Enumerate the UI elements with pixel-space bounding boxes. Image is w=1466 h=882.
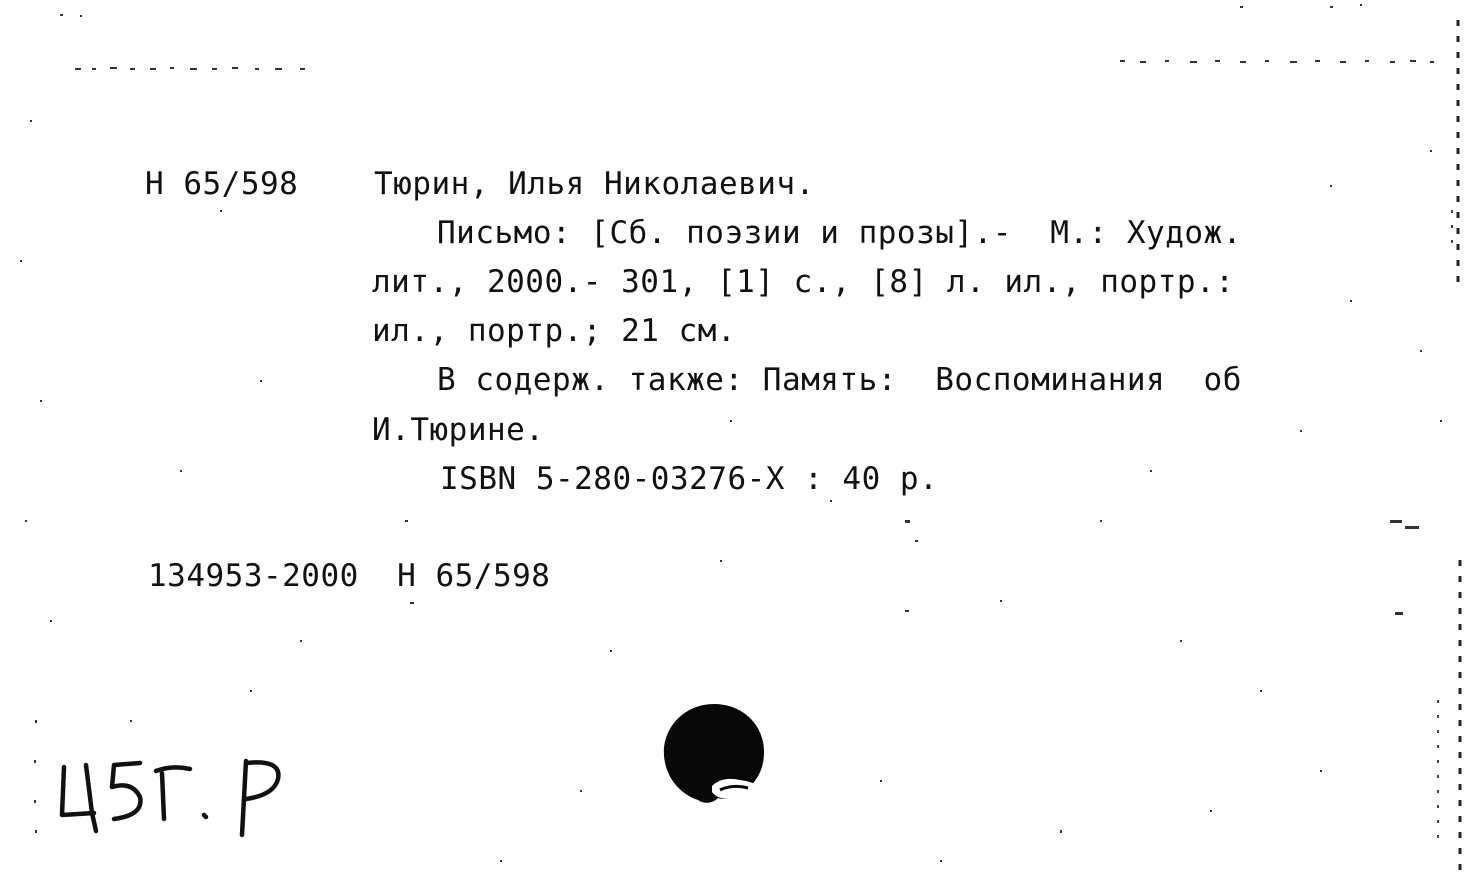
punch-hole (660, 700, 768, 808)
title-line-2: лит., 2000.- 301, [1] с., [8] л. ил., портр.: (372, 264, 1235, 300)
note-line-1: В содерж. также: Память: Воспоминания об (437, 362, 1242, 398)
inventory-line: 134953-2000 Н 65/598 (148, 558, 551, 594)
note-line-2: И.Тюрине. (372, 412, 545, 448)
title-line-3: ил., портр.; 21 см. (372, 313, 737, 349)
handwritten-shelf-mark (52, 745, 312, 855)
author-heading: Тюрин, Илья Николаевич. (374, 166, 815, 202)
isbn-line: ISBN 5-280-03276-X : 40 р. (440, 461, 939, 497)
title-line-1: Письмо: [Сб. поэзии и прозы].- М.: Худож. (437, 215, 1242, 251)
call-number: Н 65/598 (145, 166, 299, 202)
